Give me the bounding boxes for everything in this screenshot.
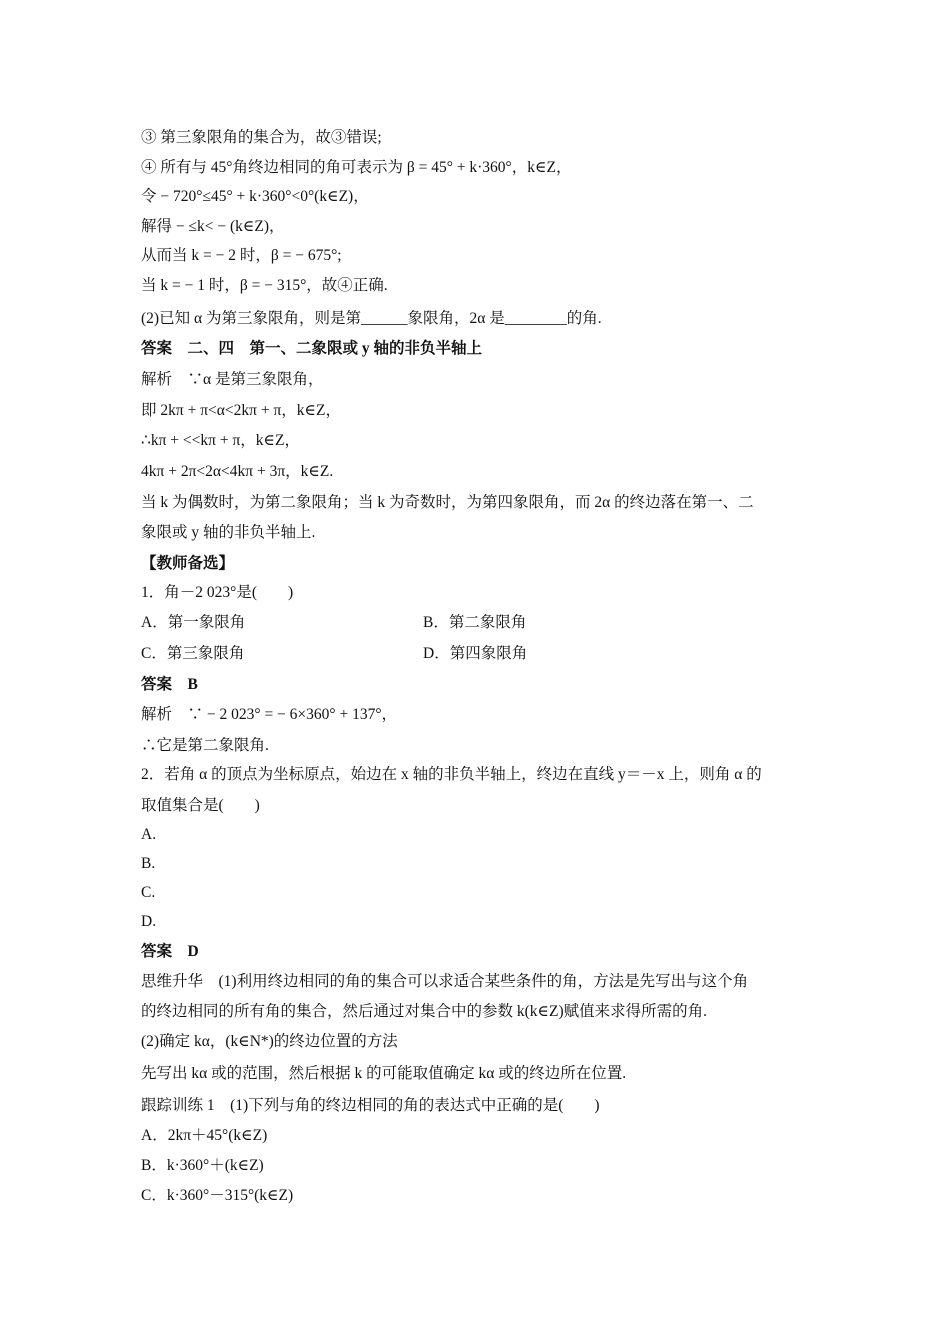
practice-heading: 跟踪训练 1 (1)下列与角的终边相同的角的表达式中正确的是( ) (141, 1097, 600, 1114)
section-heading: 【教师备选】 (141, 555, 235, 572)
option-c: C．k·360°－315°(k∈Z) (141, 1187, 294, 1204)
answer-line: 答案 D (141, 943, 199, 960)
option-a: A．2kπ＋45°(k∈Z) (141, 1127, 268, 1144)
option-d: D．第四象限角 (423, 645, 528, 662)
answer-line: 答案 二、四 第一、二象限或 y 轴的非负半轴上 (141, 340, 483, 357)
summary-line: 思维升华 (1)利用终边相同的角的集合可以求适合某些条件的角，方法是先写出与这个角 (141, 973, 749, 990)
text-line: ④ 所有与 45°角终边相同的角可表示为 β = 45° + k·360°，k∈Z， (141, 159, 572, 176)
text-line: 象限或 y 轴的非负半轴上. (141, 524, 316, 541)
text-line: 解得 − ≤k< − (k∈Z)， (141, 218, 285, 235)
text-line: 的终边相同的所有角的集合，然后通过对集合中的参数 k(k∈Z)赋值来求得所需的角. (141, 1003, 708, 1020)
analysis-line: 解析 ∵α 是第三象限角， (141, 371, 324, 388)
answer-line: 答案 B (141, 676, 198, 693)
text-line: (2)确定 kα，(k∈N*)的终边位置的方法 (141, 1033, 398, 1050)
text-line: 4kπ + 2π<2α<4kπ + 3π，k∈Z. (141, 463, 334, 480)
question-text: (2)已知 α 为第三象限角，则是第______象限角，2α 是________的角. (141, 310, 602, 327)
option-b: B．k·360°＋(k∈Z) (141, 1157, 264, 1174)
question-text: 1．角－2 023°是( ) (141, 584, 294, 601)
text-line: 先写出 kα 或的范围，然后根据 k 的可能取值确定 kα 或的终边所在位置. (141, 1065, 627, 1082)
text-line: ∴kπ + <<kπ + π，k∈Z， (141, 432, 300, 449)
text-line: 当 k 为偶数时，为第二象限角；当 k 为奇数时，为第四象限角，而 2α 的终边落在第一、二 (141, 494, 754, 511)
text-line: 即 2kπ + π<α<2kπ + π，k∈Z， (141, 402, 341, 419)
option-a: A. (141, 826, 157, 843)
text-line: 从而当 k = − 2 时，β = − 675°; (141, 247, 342, 264)
option-d: D. (141, 913, 157, 930)
text-line: 令 − 720°≤45° + k·360°<0°(k∈Z)， (141, 188, 369, 205)
question-text: 取值集合是( ) (141, 797, 260, 814)
text-line: 当 k = − 1 时，β = − 315°，故④正确. (141, 277, 388, 294)
text-line: ③ 第三象限角的集合为，故③错误; (141, 129, 382, 146)
question-text: 2．若角 α 的顶点为坐标原点，始边在 x 轴的非负半轴上，终边在直线 y＝－x 上，则角 α 的 (141, 766, 762, 783)
option-b: B．第二象限角 (423, 614, 527, 631)
option-b: B. (141, 855, 156, 872)
option-a: A．第一象限角 (141, 614, 246, 631)
text-line: ∴它是第二象限角. (141, 737, 269, 754)
option-c: C．第三象限角 (141, 645, 245, 662)
option-c: C. (141, 884, 156, 901)
analysis-line: 解析 ∵ − 2 023° = − 6×360° + 137°， (141, 706, 398, 723)
